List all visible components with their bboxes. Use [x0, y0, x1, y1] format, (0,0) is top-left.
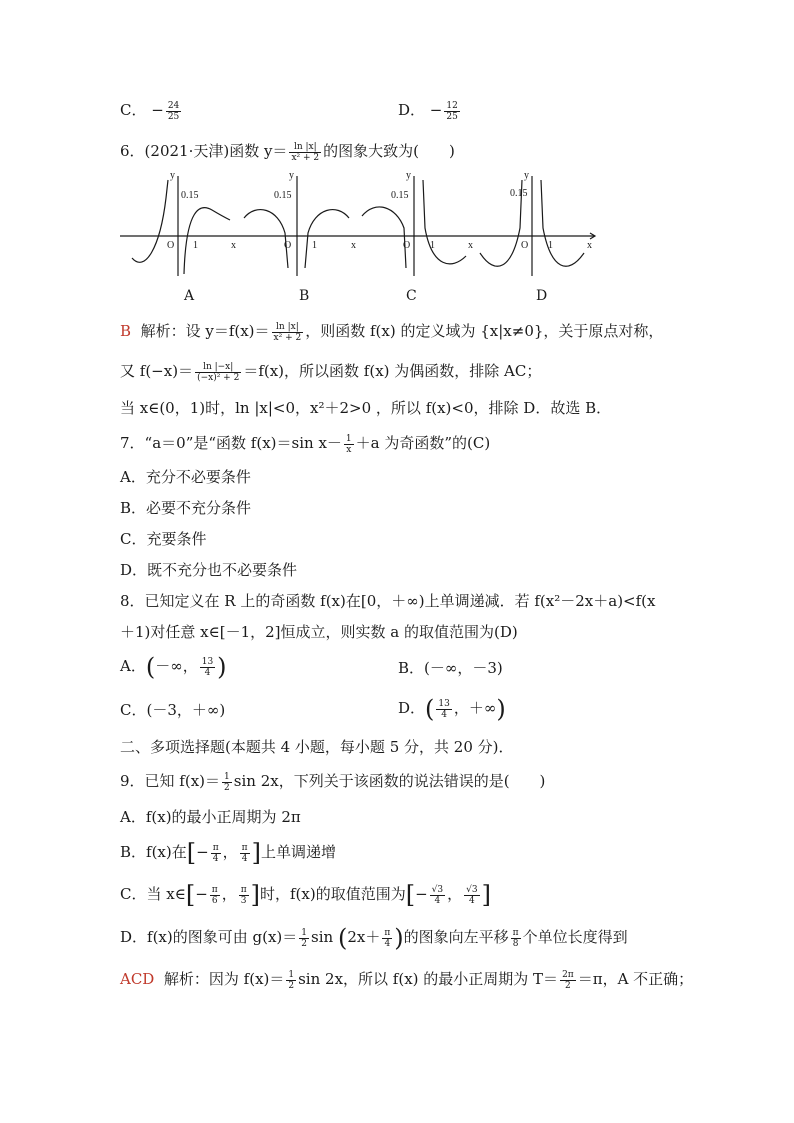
q9-option-b: B．f(x)在[− $\frac{\pi}{4}$ ， $\frac{\pi}{4}$ ]上单调递增: [120, 839, 336, 867]
svg-text:0.15: 0.15: [510, 188, 528, 199]
svg-text:x: x: [231, 240, 236, 251]
q9-option-d: D．f(x)的图象可由 g(x)＝ $\frac{1}{2}$ sin (2x＋ $\frac{\pi}{4}$ )的图象向左平移 $\frac{\pi}{8}$ 个单位长度得到: [120, 924, 628, 952]
origin-a: O: [167, 240, 175, 251]
q8-option-a: A．(－∞， $\frac{13}{4}$ ): [120, 653, 227, 681]
q8-option-b: B．(－∞，－3): [398, 659, 503, 677]
svg-text:1: 1: [312, 240, 317, 251]
svg-text:1: 1: [548, 240, 553, 251]
section-heading: 二、多项选择题(本题共 4 小题，每小题 5 分，共 20 分)．: [120, 738, 514, 756]
svg-text:0.15: 0.15: [391, 190, 409, 201]
svg-text:0.15: 0.15: [274, 190, 292, 201]
svg-text:1: 1: [430, 240, 435, 251]
svg-text:O: O: [284, 240, 292, 251]
q8-option-d: D．( $\frac{13}{4}$ ，＋∞): [398, 695, 506, 723]
svg-text:y: y: [406, 170, 411, 181]
q6-answer: B: [120, 322, 132, 340]
svg-text:O: O: [403, 240, 411, 251]
q7-option-c: C．充要条件: [120, 530, 207, 548]
q7-option-b: B．必要不充分条件: [120, 499, 252, 517]
q6-solution-2: 又 f(−x)＝ $\frac{\ln |-x|}{\text{(−x)² + 2}}$ ＝f(x)，所以函数 f(x) 为偶函数，排除 AC；: [120, 361, 542, 383]
graph-label-c: C: [406, 288, 417, 304]
q8-stem-1: 8．已知定义在 R 上的奇函数 f(x)在[0，＋∞)上单调递减．若 f(x²－2x＋a)<f(x: [120, 592, 656, 610]
svg-text:y: y: [524, 170, 529, 181]
q8-option-c: C．(－3，＋∞): [120, 701, 226, 719]
tick-y-a: 0.15: [181, 190, 199, 201]
q7-option-d: D．既不充分也不必要条件: [120, 561, 298, 579]
q6-solution-1: B 解析：设 y＝f(x)＝ $\frac{\ln |x|}{\text{x² + 2}}$ ，则函数 f(x) 的定义域为 {x|x≠0}，关于原点对称，: [120, 321, 664, 343]
svg-text:x: x: [351, 240, 356, 251]
q7-option-a: A．充分不必要条件: [120, 468, 251, 486]
graph-label-a: A: [184, 288, 195, 304]
q5-option-c: C． − $\frac{24}{25}$: [120, 100, 180, 122]
svg-text:1: 1: [193, 240, 198, 251]
svg-text:x: x: [587, 240, 592, 251]
q5-option-d: D． − $\frac{12}{25}$: [398, 100, 458, 122]
q9-answer: ACD: [120, 970, 155, 988]
q6-stem: 6．(2021·天津)函数 y＝ $\frac{\ln |x|}{\text{x² + 2}}$ 的图象大致为( ): [120, 141, 455, 163]
svg-text:O: O: [521, 240, 529, 251]
q6-solution-3: 当 x∈(0，1)时，ln |x|<0，x²＋2>0 ，所以 f(x)<0，排除 D．故选 B．: [120, 399, 612, 417]
q8-stem-2: ＋1)对任意 x∈[－1，2]恒成立，则实数 a 的取值范围为(D): [120, 623, 518, 641]
graph-label-d: D: [536, 288, 548, 304]
q9-option-a: A．f(x)的最小正周期为 2π: [120, 808, 301, 826]
q9-option-c: C．当 x∈[− $\frac{\pi}{6}$ ， $\frac{\pi}{3}$ ]时，f(x)的取值范围为[− $\frac{√3}{4}$ ， $\frac{√3}{4}$ ]: [120, 881, 491, 909]
q7-stem: 7．“a＝0”是“函数 f(x)＝sin x－ $\frac{1}{x}$ ＋a 为奇函数”的(C): [120, 433, 491, 455]
q9-stem: 9．已知 f(x)＝ $\frac{1}{2}$ sin 2x，下列关于该函数的说法错误的是( ): [120, 771, 546, 793]
svg-text:y: y: [289, 170, 294, 181]
q9-solution: ACD 解析：因为 f(x)＝ $\frac{1}{2}$ sin 2x，所以 f(x) 的最小正周期为 T＝ $\frac{2\pi}{2}$ ＝π，A 不正确；: [120, 969, 694, 991]
graph-label-b: B: [299, 288, 310, 304]
y-label-a: y: [170, 170, 175, 181]
q6-graphs: [0, 168, 794, 288]
svg-text:x: x: [468, 240, 473, 251]
